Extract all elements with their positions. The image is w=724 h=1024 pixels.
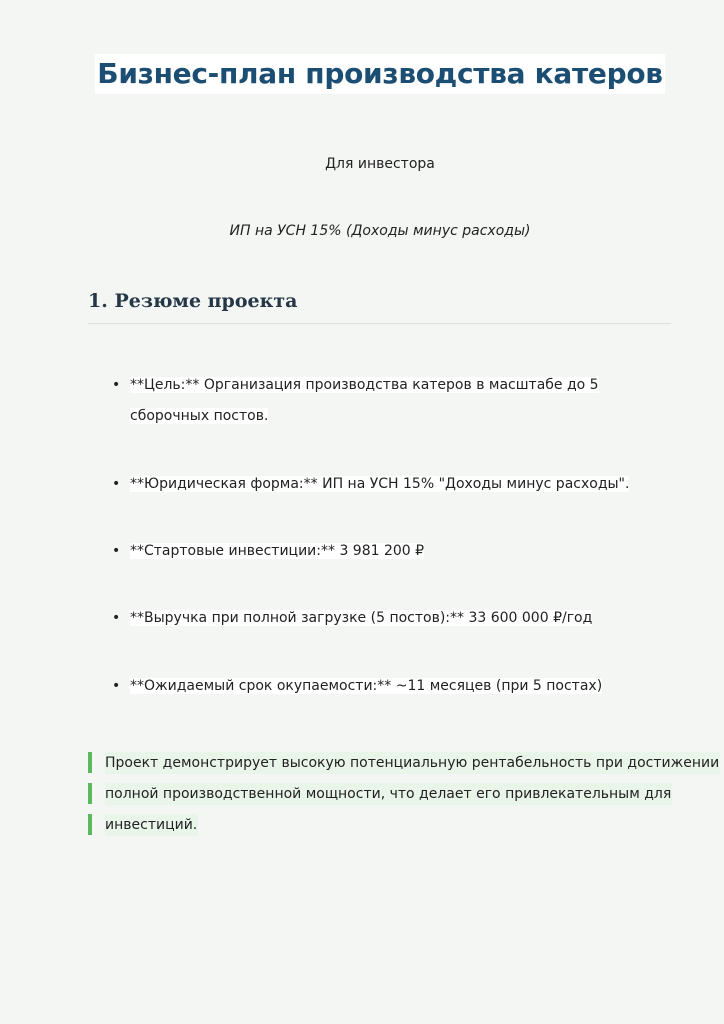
list-item-text: **Выручка при полной загрузке (5 постов):** 33 600 000 ₽/год: [130, 610, 593, 626]
list-item: [112, 536, 642, 567]
list-item-text: **Юридическая форма:** ИП на УСН 15% "Доходы минус расходы".: [130, 476, 630, 492]
bullet-marker: •: [112, 678, 121, 694]
callout-line: [88, 748, 720, 779]
bullet-marker: •: [112, 543, 121, 559]
bullet-marker: •: [112, 377, 121, 393]
list-item: [112, 469, 642, 500]
callout-line: [88, 779, 678, 810]
section-heading: [88, 287, 671, 324]
callout-text: Проект демонстрирует высокую потенциальную рентабельность при достижении: [105, 752, 720, 774]
list-item: [112, 370, 642, 432]
tax-regime-text: ИП на УСН 15% (Доходы минус расходы): [229, 223, 531, 239]
title-container: [0, 54, 724, 94]
list-item: [112, 603, 642, 634]
callout-accent-bar: [88, 814, 92, 835]
audience-text: Для инвестора: [325, 156, 435, 172]
bullet-marker: •: [112, 610, 121, 626]
page-title: Бизнес-план производства катеров: [95, 54, 664, 94]
list-item-text: **Цель:** Организация производства катеров в масштабе до 5 сборочных постов.: [130, 377, 599, 424]
list-item: [112, 671, 642, 702]
section-heading-text: 1. Резюме проекта: [88, 290, 298, 312]
callout-line: [88, 810, 678, 841]
callout-text: полной производственной мощности, что делает его привлекательным для: [105, 783, 672, 805]
bullet-marker: •: [112, 476, 121, 492]
audience-line: [0, 153, 724, 175]
callout-accent-bar: [88, 752, 92, 773]
list-item-text: **Стартовые инвестиции:** 3 981 200 ₽: [130, 543, 425, 559]
list-item-text: **Ожидаемый срок окупаемости:** ~11 месяцев (при 5 постах): [130, 678, 603, 694]
callout-text: инвестиций.: [105, 814, 198, 836]
callout-accent-bar: [88, 783, 92, 804]
conclusion-callout: [88, 748, 720, 841]
tax-regime-line: [0, 220, 724, 242]
